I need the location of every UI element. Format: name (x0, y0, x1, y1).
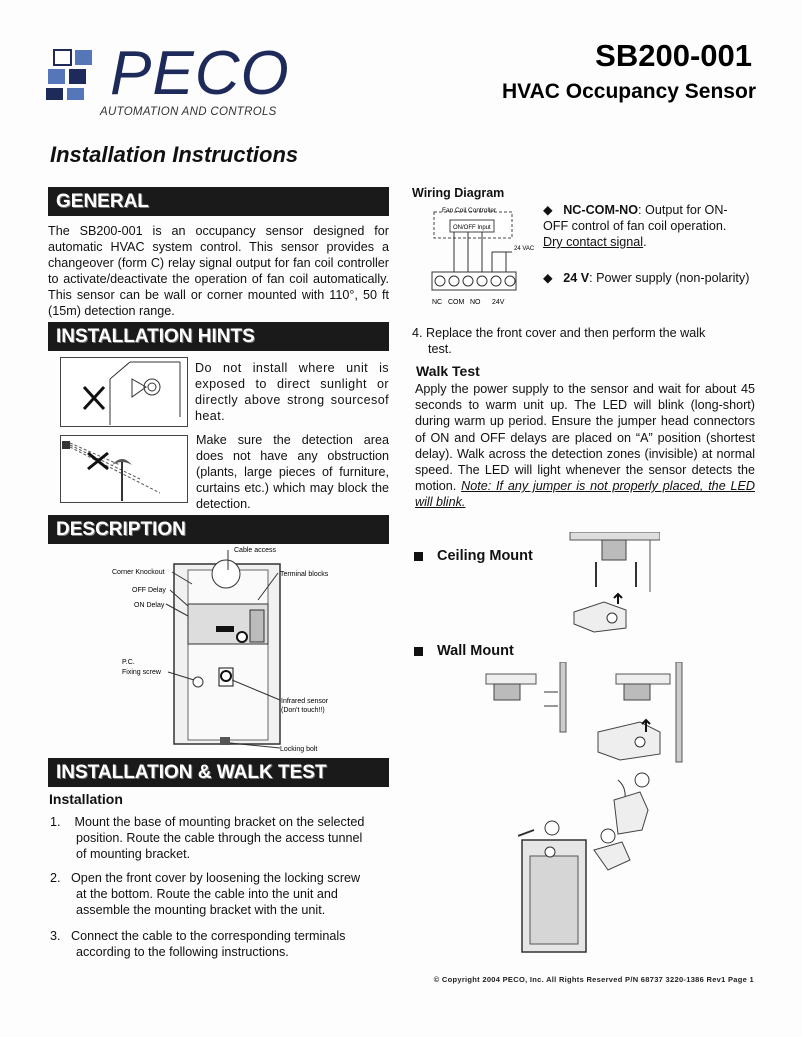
label-terminal-blocks: Terminal blocks (280, 571, 329, 578)
diamond-bullet-icon: ◆ (543, 203, 553, 217)
terminal-24v: 24V (492, 299, 505, 306)
label-fixing-screw: Fixing screw (122, 669, 161, 676)
install-step-3 (50, 928, 390, 960)
description-heading: DESCRIPTION (48, 515, 389, 544)
label-infrared-sensor: Infrared sensor (281, 698, 329, 705)
instructions-title: Installation Instructions (50, 142, 299, 167)
install-step-4 (412, 325, 762, 357)
document-code: SB200-001 (595, 38, 752, 73)
brand-logo (46, 39, 290, 124)
step-number: 2. (50, 871, 61, 885)
label-locking-bolt: Locking bolt (280, 746, 318, 753)
label-on-delay: ON Delay (134, 602, 165, 609)
step-text: at the bottom. Route the cable into the unit and (76, 887, 338, 901)
brand-name: PECO (110, 39, 290, 108)
walk-test-body (415, 381, 755, 511)
step-text: Mount the base of mounting bracket on the selected (74, 815, 365, 829)
wiring-fan-coil-label: Fan Coil Controller (442, 207, 497, 214)
step-text: assemble the mounting bracket with the unit. (76, 903, 326, 917)
label-corner-knockout: Corner Knockout (112, 569, 165, 576)
step-text: 4. Replace the front cover and then perform the walk (412, 326, 706, 340)
bullet-bold-text: 24 V (563, 271, 590, 285)
label-off-delay: OFF Delay (132, 587, 166, 594)
square-bullet-icon (414, 552, 423, 561)
wall-mount-figure (480, 662, 690, 766)
install-walk-heading: INSTALLATION & WALK TEST (48, 758, 389, 787)
wiring-onoff-label: ON/OFF Input (453, 225, 491, 231)
wall-mount-label (414, 643, 514, 659)
hint-sunlight-text: Do not install where unit is exposed to direct sunlight or directly above strong sourcesof heat. (195, 361, 389, 423)
sensor-description-diagram (108, 540, 338, 755)
logo-squares-icon (46, 48, 106, 104)
installation-hints-heading: INSTALLATION HINTS (48, 322, 389, 351)
label-pc: P.C. (122, 659, 135, 666)
bullet-text: OFF control of fan coil operation. (543, 219, 727, 233)
step-number: 3. (50, 929, 61, 943)
step-text: according to the following instructions. (76, 945, 289, 959)
step-text: test. (428, 342, 452, 356)
copyright-footer: © Copyright 2004 PECO, Inc. All Rights Reserved P/N 68737 3220-1386 Rev1 Page 1 (433, 975, 754, 984)
wiring-bullet-nc-com-no (543, 202, 763, 250)
brand-tagline: AUTOMATION AND CONTROLS (100, 106, 277, 118)
hint-obstruction-text: Make sure the detection area does not have any obstruction (plants, large pieces of furniture, curtains etc.) which may block the detection. (196, 433, 389, 511)
diamond-bullet-icon: ◆ (543, 271, 553, 285)
terminal-com: COM (448, 299, 465, 306)
label-cable-access: Cable access (234, 547, 277, 554)
step-text: of mounting bracket. (76, 847, 191, 861)
wiring-24vac-label: 24 VAC (514, 246, 535, 252)
ceiling-mount-figure (568, 532, 660, 636)
sunlight-warning-figure (60, 357, 188, 427)
install-step-2 (50, 870, 390, 918)
wall-mount-text: Wall Mount (437, 643, 514, 659)
bullet-text: : Output for ON- (638, 203, 728, 217)
bullet-text: . (643, 235, 647, 249)
installation-subheading: Installation (49, 791, 123, 807)
general-body: The SB200-001 is an occupancy sensor designed for automatic HVAC system control. This sensor provides a changeover (form C) relay signal output for fan coil controller to activate/deactivate the operation of fan coil automatically. This sensor can be wall or corner mounted with 110°, 50 ft (15m) detection range. (48, 224, 389, 318)
square-bullet-icon (414, 647, 423, 656)
walk-test-text: Apply the power supply to the sensor and wait for about 45 seconds to warm unit up. The LED will blink (long-short) during warm up period. Ensure the jumper head connectors of ON and OFF delays are placed on “A” position (shortest delay). Walk across the detection zones (invisible) at normal speed. The LED will light whenever the sensor detects the motion. (415, 382, 755, 494)
step-text: position. Route the cable through the access tunnel (76, 831, 363, 845)
install-step-1 (50, 814, 390, 862)
step-text: Open the front cover by loosening the locking screw (71, 871, 361, 885)
ceiling-mount-label (414, 548, 533, 564)
wiring-diagram (428, 202, 540, 308)
document-title: HVAC Occupancy Sensor (501, 80, 756, 103)
wiring-diagram-title: Wiring Diagram (412, 186, 505, 200)
bullet-underlined-text: Dry contact signal (543, 235, 644, 249)
ceiling-mount-text: Ceiling Mount (437, 548, 533, 564)
terminal-no: NO (470, 299, 481, 306)
bullet-text: : Power supply (non-polarity) (589, 271, 750, 285)
walk-test-note: Note: If any jumper is not properly placed, the LED will blink. (415, 479, 756, 510)
step-number: 1. (50, 815, 61, 829)
bullet-bold-text: NC-COM-NO (563, 203, 639, 217)
label-dont-touch: (Don't touch!!) (281, 707, 325, 714)
wiring-bullet-24v (543, 270, 763, 286)
step-text: Connect the cable to the corresponding terminals (71, 929, 346, 943)
general-heading: GENERAL (48, 187, 389, 216)
walk-test-heading: Walk Test (416, 363, 480, 379)
obstruction-warning-figure (60, 435, 188, 503)
terminal-nc: NC (432, 299, 443, 306)
bracket-assembly-figure (518, 770, 668, 960)
